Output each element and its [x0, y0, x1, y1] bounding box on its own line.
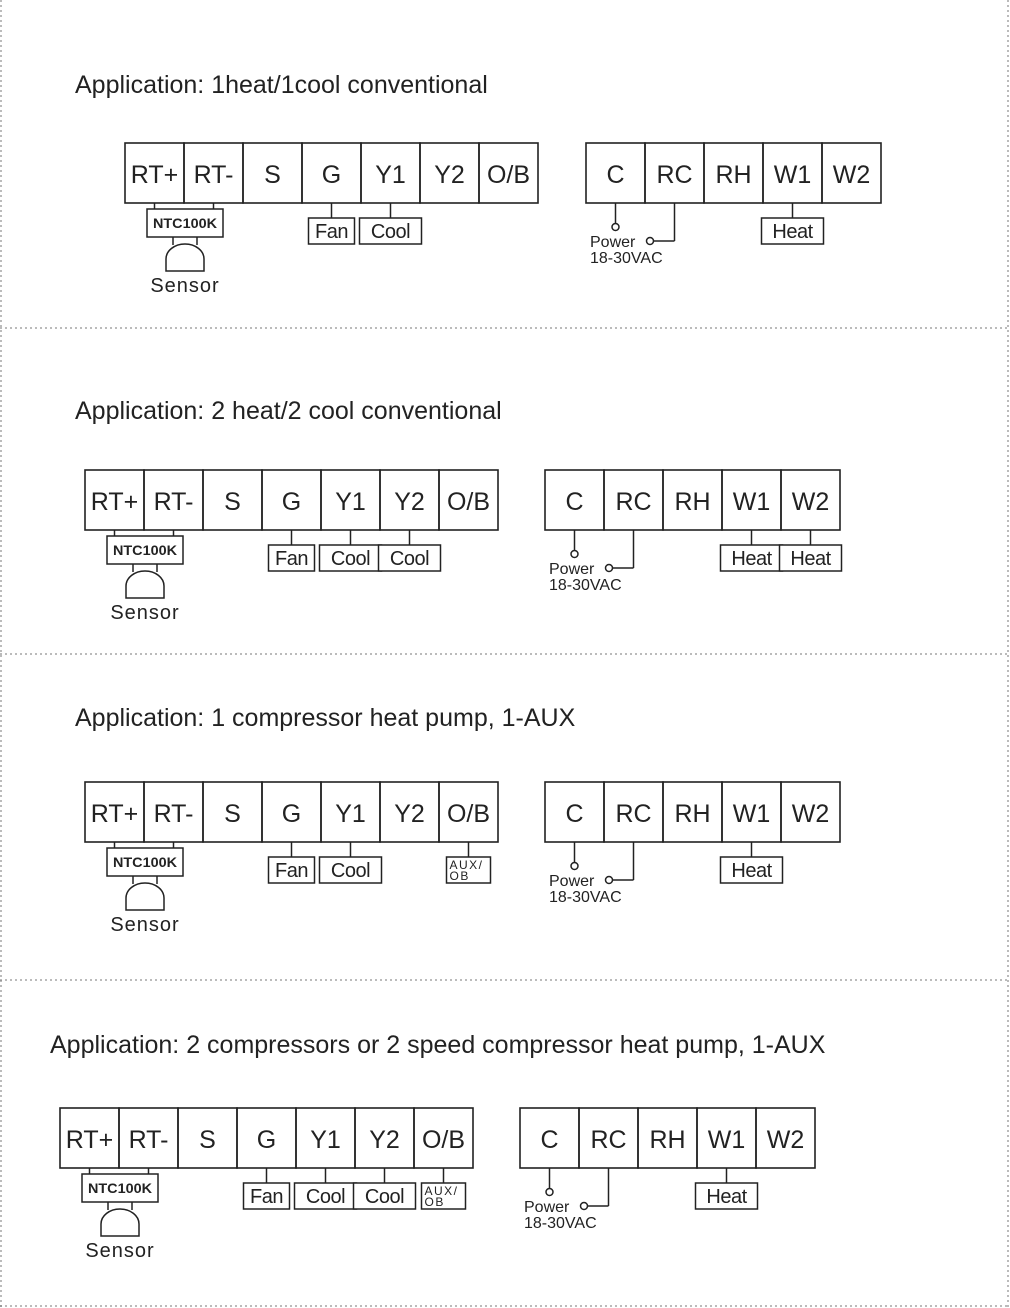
terminal-label: W1	[732, 488, 771, 516]
terminal-label: RH	[649, 1126, 686, 1154]
sensor-icon	[166, 244, 204, 271]
sensor-icon	[126, 883, 164, 910]
output-tag	[721, 842, 783, 883]
terminal-label: RT-	[153, 488, 194, 516]
terminal-label: Y1	[310, 1126, 341, 1154]
power-terminal-dot	[571, 863, 578, 870]
terminal-label: W2	[766, 1126, 805, 1154]
output-tag	[379, 530, 441, 571]
left-terminal-block	[125, 143, 538, 203]
power-connection	[549, 530, 634, 594]
sensor	[107, 842, 183, 936]
power-label: Power	[549, 873, 595, 890]
terminal-label: Y1	[375, 161, 406, 189]
terminal-label: O/B	[486, 161, 531, 189]
ntc-chip-label: NTC100K	[88, 1180, 152, 1196]
output-tag	[295, 1168, 357, 1209]
tag-label: Fan	[315, 221, 348, 243]
sensor-label: Sensor	[85, 1240, 155, 1262]
power-label: Power	[524, 1199, 570, 1216]
sensor	[147, 203, 223, 297]
terminal-label: RH	[715, 161, 752, 189]
tag-label: Cool	[370, 221, 411, 243]
power-label: Power	[549, 561, 595, 578]
application-title: Application: 1 compressor heat pump, 1-AUX	[75, 704, 576, 732]
output-tag	[696, 1168, 758, 1209]
terminal-label: RT-	[193, 161, 234, 189]
power-terminal-dot	[606, 565, 613, 572]
power-terminal-dot	[546, 1189, 553, 1196]
application-section-1	[75, 71, 881, 297]
application-title: Application: 2 compressors or 2 speed compressor heat pump, 1-AUX	[50, 1031, 826, 1059]
power-voltage-label: 18-30VAC	[524, 1215, 597, 1232]
terminal-label: C	[606, 161, 625, 189]
power-voltage-label: 18-30VAC	[549, 889, 622, 906]
tag-label-line1: AUX/	[449, 858, 484, 872]
tag-label-line1: AUX/	[424, 1184, 459, 1198]
ntc-chip-label: NTC100K	[113, 542, 177, 558]
output-tag	[244, 1168, 290, 1209]
terminal-label: C	[565, 800, 584, 828]
right-terminal-block	[545, 470, 840, 530]
terminal-label: RC	[590, 1126, 627, 1154]
output-tag	[320, 842, 382, 883]
terminal-label: Y2	[394, 488, 425, 516]
tag-label: Fan	[275, 860, 308, 882]
output-tag	[360, 203, 422, 244]
terminal-label: Y2	[434, 161, 465, 189]
sensor	[82, 1168, 158, 1262]
tag-label: Heat	[731, 860, 772, 882]
output-tag	[721, 530, 783, 571]
tag-label: Heat	[731, 548, 772, 570]
output-tag	[762, 203, 824, 244]
terminal-label: W2	[791, 488, 830, 516]
power-connection	[590, 203, 675, 267]
right-terminal-block	[520, 1108, 815, 1168]
tag-label: Cool	[364, 1186, 405, 1208]
terminal-label: W1	[732, 800, 771, 828]
terminal-label: Y1	[335, 488, 366, 516]
output-tag	[422, 1168, 466, 1209]
left-terminal-block	[60, 1108, 473, 1168]
terminal-label: RT-	[153, 800, 194, 828]
power-voltage-label: 18-30VAC	[549, 577, 622, 594]
tag-label: Cool	[389, 548, 430, 570]
power-connection	[549, 842, 634, 906]
terminal-label: RT+	[130, 161, 179, 189]
terminal-label: G	[281, 488, 302, 516]
terminal-label: W2	[791, 800, 830, 828]
terminal-label: RH	[674, 488, 711, 516]
power-connection	[524, 1168, 609, 1232]
terminal-label: RC	[656, 161, 693, 189]
power-terminal-dot	[606, 877, 613, 884]
application-section-4	[50, 1031, 826, 1262]
ntc-chip-label: NTC100K	[113, 854, 177, 870]
tag-label: Cool	[330, 548, 371, 570]
terminal-label: G	[321, 161, 342, 189]
tag-label: Fan	[250, 1186, 283, 1208]
sensor-label: Sensor	[150, 275, 220, 297]
terminal-label: W2	[832, 161, 871, 189]
terminal-label: RT+	[65, 1126, 114, 1154]
output-tag	[269, 530, 315, 571]
terminal-label: C	[540, 1126, 559, 1154]
left-terminal-block	[85, 782, 498, 842]
tag-label-line2: OB	[449, 869, 470, 883]
tag-label: Cool	[305, 1186, 346, 1208]
left-terminal-block	[85, 470, 498, 530]
terminal-label: S	[224, 488, 241, 516]
terminal-label: RC	[615, 800, 652, 828]
tag-label: Fan	[275, 548, 308, 570]
power-terminal-dot	[571, 551, 578, 558]
terminal-label: RC	[615, 488, 652, 516]
right-terminal-block	[545, 782, 840, 842]
terminal-label: O/B	[446, 800, 491, 828]
tag-label-line2: OB	[424, 1195, 445, 1209]
terminal-label: RT-	[128, 1126, 169, 1154]
terminal-label: O/B	[421, 1126, 466, 1154]
terminal-label: O/B	[446, 488, 491, 516]
terminal-label: S	[199, 1126, 216, 1154]
terminal-label: S	[224, 800, 241, 828]
tag-label: Cool	[330, 860, 371, 882]
output-tag	[269, 842, 315, 883]
sensor	[107, 530, 183, 624]
power-terminal-dot	[612, 224, 619, 231]
output-tag	[309, 203, 355, 244]
right-terminal-block	[586, 143, 881, 203]
application-section-3	[75, 704, 840, 936]
tag-label: Heat	[772, 221, 813, 243]
sensor-label: Sensor	[110, 914, 180, 936]
sensor-icon	[126, 571, 164, 598]
terminal-label: W1	[707, 1126, 746, 1154]
output-tag	[780, 530, 842, 571]
terminal-label: W1	[773, 161, 812, 189]
terminal-label: G	[256, 1126, 277, 1154]
terminal-label: S	[264, 161, 281, 189]
output-tag	[447, 842, 491, 883]
output-tag	[320, 530, 382, 571]
output-tag	[354, 1168, 416, 1209]
terminal-label: C	[565, 488, 584, 516]
sensor-icon	[101, 1209, 139, 1236]
application-section-2	[75, 397, 842, 624]
terminal-label: Y1	[335, 800, 366, 828]
application-title: Application: 1heat/1cool conventional	[75, 71, 488, 99]
terminal-label: Y2	[394, 800, 425, 828]
terminal-label: RH	[674, 800, 711, 828]
tag-label: Heat	[706, 1186, 747, 1208]
terminal-label: RT+	[90, 488, 139, 516]
power-label: Power	[590, 234, 636, 251]
terminal-label: RT+	[90, 800, 139, 828]
sensor-label: Sensor	[110, 602, 180, 624]
power-terminal-dot	[647, 238, 654, 245]
terminal-label: G	[281, 800, 302, 828]
tag-label: Heat	[790, 548, 831, 570]
application-title: Application: 2 heat/2 cool conventional	[75, 397, 502, 425]
power-voltage-label: 18-30VAC	[590, 250, 663, 267]
terminal-label: Y2	[369, 1126, 400, 1154]
ntc-chip-label: NTC100K	[153, 215, 217, 231]
power-terminal-dot	[581, 1203, 588, 1210]
